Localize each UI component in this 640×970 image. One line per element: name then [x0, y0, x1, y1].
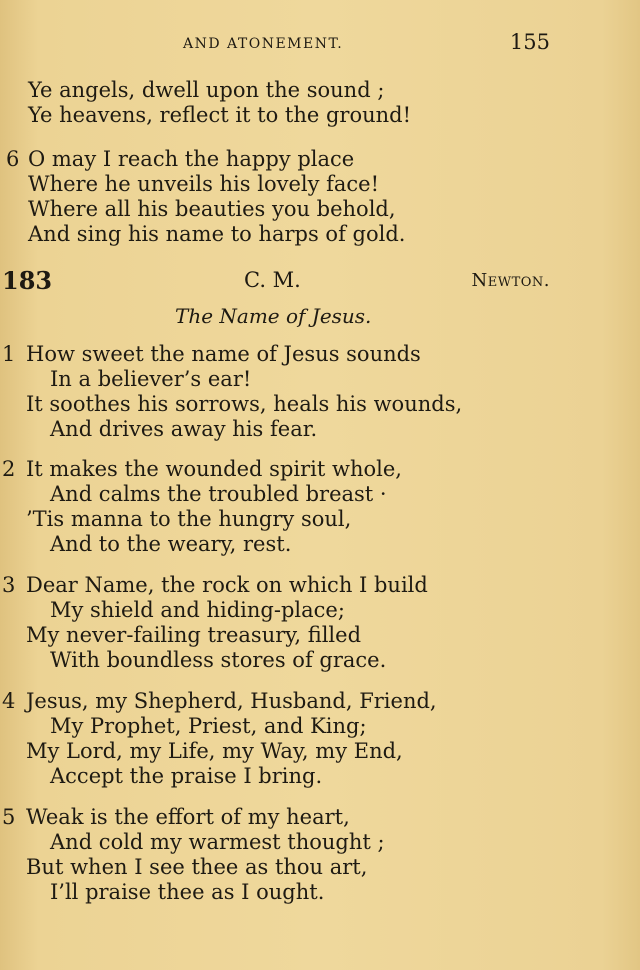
verse-line: O may I reach the happy place [28, 147, 355, 171]
verse-line: And drives away his fear. [50, 417, 318, 441]
verse-line: But when I see thee as thou art, [26, 855, 368, 879]
verse-line: My shield and hiding-place; [50, 598, 345, 622]
hymn-composer: Newton. [471, 270, 550, 291]
verse-line: Dear Name, the rock on which I build [26, 573, 428, 597]
verse-line: It soothes his sorrows, heals his wounds, [26, 392, 463, 416]
verse-line: In a believer’s ear! [50, 367, 252, 391]
stanza-number: 5 [2, 805, 16, 829]
hymn-title: The Name of Jesus. [175, 304, 372, 328]
verse-line: My Prophet, Priest, and King; [50, 714, 367, 738]
verse-line: Ye angels, dwell upon the sound ; [28, 78, 385, 102]
stanza-number: 1 [2, 342, 16, 366]
verse-line: And cold my warmest thought ; [50, 830, 385, 854]
verse-line: It makes the wounded spirit whole, [26, 457, 402, 481]
verse-line: How sweet the name of Jesus sounds [26, 342, 421, 366]
stanza-number: 4 [2, 689, 16, 713]
stanza-number: 6 [6, 147, 20, 171]
hymn-heading [0, 266, 640, 296]
stanza-number: 2 [2, 457, 16, 481]
verse-line: And calms the troubled breast · [50, 482, 387, 506]
verse-line: Where all his beauties you behold, [28, 197, 396, 221]
verse-line: And to the weary, rest. [50, 532, 292, 556]
verse-line: And sing his name to harps of gold. [28, 222, 406, 246]
verse-line: Ye heavens, reflect it to the ground! [28, 103, 412, 127]
verse-line: With boundless stores of grace. [50, 648, 387, 672]
running-head: AND ATONEMENT. [183, 36, 344, 52]
stanza-number: 3 [2, 573, 16, 597]
verse-line: Jesus, my Shepherd, Husband, Friend, [26, 689, 437, 713]
verse-line: I’ll praise thee as I ought. [50, 880, 325, 904]
verse-line: My never-failing treasury, filled [26, 623, 362, 647]
page-header [0, 30, 640, 60]
verse-line: Accept the praise I bring. [50, 764, 323, 788]
verse-line: My Lord, my Life, my Way, my End, [26, 739, 403, 763]
hymn-number: 183 [2, 266, 53, 295]
verse-line: Where he unveils his lovely face! [28, 172, 380, 196]
hymn-meter: C. M. [244, 268, 301, 292]
page-number: 155 [509, 30, 550, 54]
verse-line: ’Tis manna to the hungry soul, [26, 507, 352, 531]
verse-line: Weak is the effort of my heart, [26, 805, 350, 829]
